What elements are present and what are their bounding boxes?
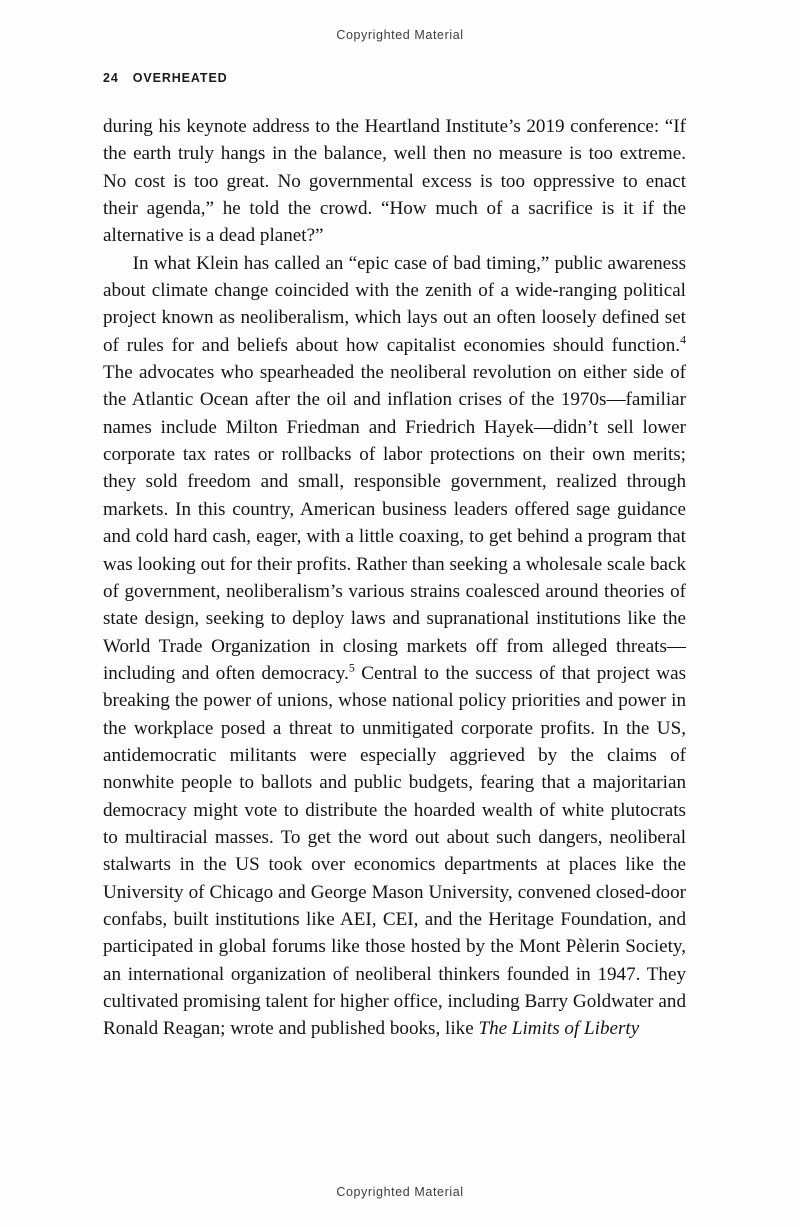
paragraph-2 [103, 250, 686, 1043]
paragraph-1: during his keynote address to the Heartland Institute’s 2019 conference: “If the earth truly hangs in the balance, well then no measure is too extreme. No cost is too great. No governmental excess is too oppressive to enact their agenda,” he told the crowd. “How much of a sacrifice is it if the alternative is a dead planet?” [103, 116, 686, 247]
paragraph-2-part-c: Central to the success of that project was breaking the power of unions, whose national policy priorities and power in the workplace posed a threat to unmitigated corporate profits. In the US, antidemocratic militants were especially aggrieved by the claims of nonwhite people to ballots and public budgets, fearing that a majoritarian democracy might vote to distribute the hoarded wealth of white plutocrats to multiracial masses. To get the word out about such dangers, neoliberal stalwarts in the US took over economics departments at places like the University of Chicago and George Mason University, convened closed-door confabs, built institutions like AEI, CEI, and the Heritage Foundation, and participated in global forums like those hosted by the Mont Pèlerin Society, an international organization of neoliberal thinkers founded in 1947. They cultivated promising talent for higher office, including Barry Goldwater and Ronald Reagan; wrote and published books, like [103, 662, 686, 1040]
running-head [103, 71, 228, 85]
book-title-italic: The Limits of Liberty [478, 1018, 640, 1040]
body-text [103, 113, 686, 1043]
paragraph-2-part-a: In what Klein has called an “epic case of bad timing,” public awareness about climate change coincided with the zenith of a wide-ranging political project known as neoliberalism, which lays out an often loosely defined set of rules for and beliefs about how capitalist economies should function. [103, 252, 686, 356]
footnote-marker-5: 5 [348, 660, 355, 675]
copyright-watermark-bottom: Copyrighted Material [336, 1185, 464, 1199]
paragraph-2-part-b: The advocates who spearheaded the neoliberal revolution on either side of the Atlantic Ocean after the oil and inflation crises of the 1970s—familiar names include Milton Friedman and Friedrich Hayek—didn’t sell lower corporate tax rates or rollbacks of labor protections on their own merits; they sold freedom and small, responsible government, realized through markets. In this country, American business leaders offered sage guidance and cold hard cash, eager, with a little coaxing, to get behind a program that was looking out for their profits. Rather than seeking a wholesale scale back of government, neoliberalism’s various strains coalesced around theories of state design, seeking to deploy laws and supranational institutions like the World Trade Organization in closing markets off from alleged threats—including and often democracy. [103, 362, 686, 684]
page-number: 24 [103, 71, 119, 85]
book-title-running-head: OVERHEATED [132, 71, 228, 85]
copyright-watermark-top: Copyrighted Material [336, 28, 464, 42]
footnote-marker-4: 4 [680, 332, 686, 347]
